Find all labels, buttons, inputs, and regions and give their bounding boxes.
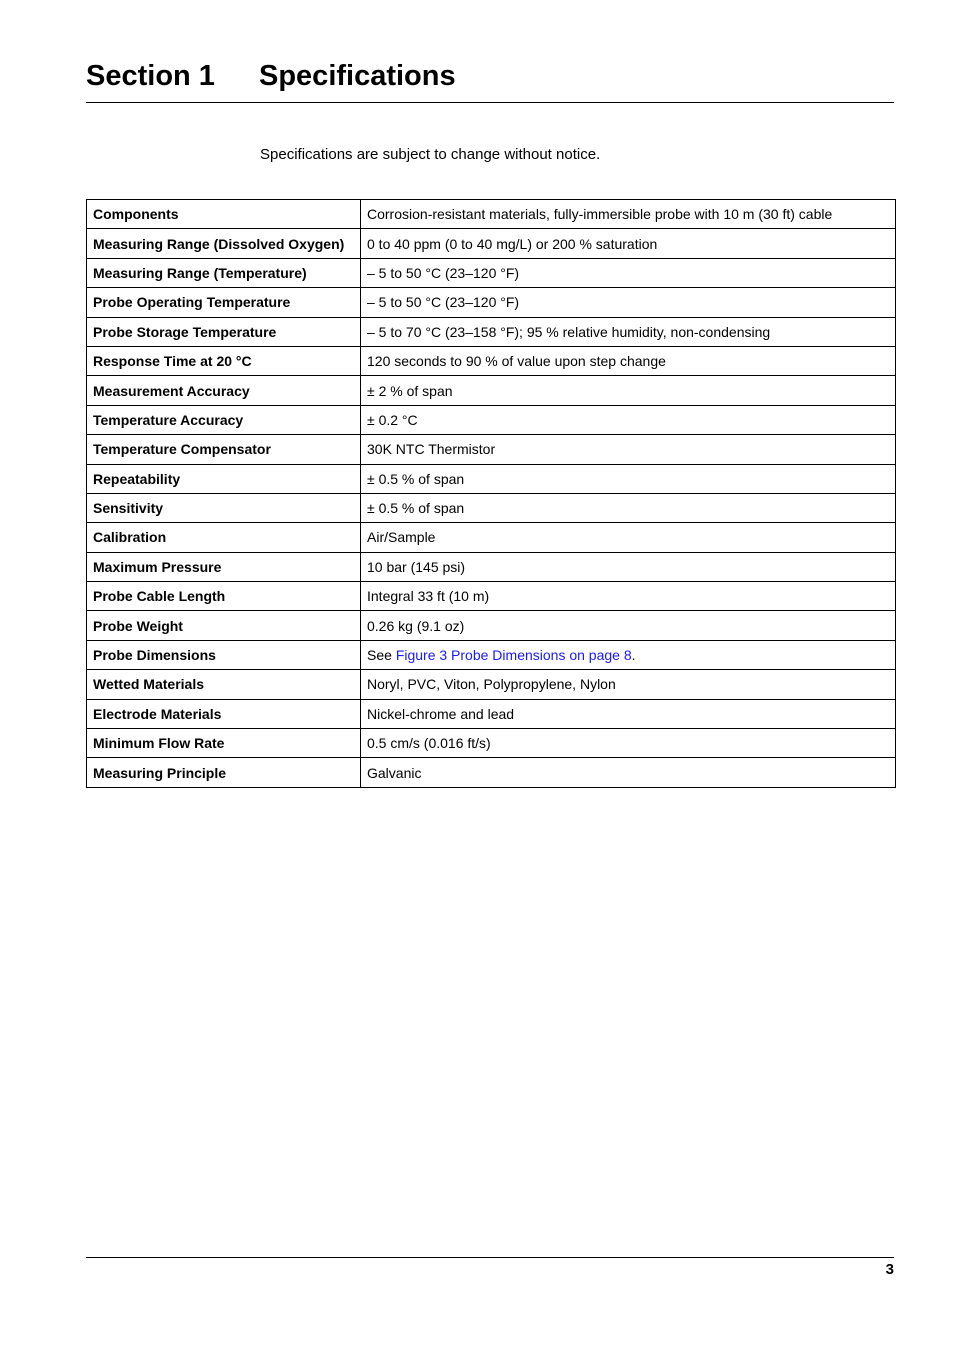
table-row	[87, 229, 896, 258]
table-row	[87, 523, 896, 552]
spec-label: Temperature Compensator	[87, 435, 361, 464]
spec-value: Noryl, PVC, Viton, Polypropylene, Nylon	[361, 670, 896, 699]
spec-value: Air/Sample	[361, 523, 896, 552]
spec-label: Measuring Principle	[87, 758, 361, 787]
spec-label: Probe Storage Temperature	[87, 317, 361, 346]
spec-label: Probe Cable Length	[87, 582, 361, 611]
spec-value: ± 0.5 % of span	[361, 493, 896, 522]
spec-value: – 5 to 50 °C (23–120 °F)	[361, 288, 896, 317]
spec-value: ± 0.5 % of span	[361, 464, 896, 493]
spec-label: Response Time at 20 °C	[87, 346, 361, 375]
table-row	[87, 552, 896, 581]
table-row	[87, 258, 896, 287]
table-row	[87, 346, 896, 375]
spec-value	[361, 640, 896, 669]
spec-value: 10 bar (145 psi)	[361, 552, 896, 581]
spec-label: Sensitivity	[87, 493, 361, 522]
spec-value: Integral 33 ft (10 m)	[361, 582, 896, 611]
spec-value: ± 0.2 °C	[361, 405, 896, 434]
spec-label: Measurement Accuracy	[87, 376, 361, 405]
spec-value: Nickel-chrome and lead	[361, 699, 896, 728]
table-row	[87, 435, 896, 464]
spec-value: 0.5 cm/s (0.016 ft/s)	[361, 729, 896, 758]
spec-label: Minimum Flow Rate	[87, 729, 361, 758]
page-number: 3	[885, 1261, 894, 1278]
spec-label: Measuring Range (Dissolved Oxygen)	[87, 229, 361, 258]
spec-label: Electrode Materials	[87, 699, 361, 728]
table-row	[87, 611, 896, 640]
spec-label: Probe Weight	[87, 611, 361, 640]
table-row	[87, 493, 896, 522]
table-row	[87, 288, 896, 317]
spec-label: Calibration	[87, 523, 361, 552]
spec-value: ± 2 % of span	[361, 376, 896, 405]
spec-value: Corrosion-resistant materials, fully-immersible probe with 10 m (30 ft) cable	[361, 200, 896, 229]
spec-label: Repeatability	[87, 464, 361, 493]
spec-label: Probe Dimensions	[87, 640, 361, 669]
table-row	[87, 582, 896, 611]
section-heading	[86, 58, 894, 103]
spec-label: Measuring Range (Temperature)	[87, 258, 361, 287]
table-row	[87, 640, 896, 669]
spec-value-prefix: See	[367, 647, 396, 664]
table-row	[87, 200, 896, 229]
spec-value: 0 to 40 ppm (0 to 40 mg/L) or 200 % saturation	[361, 229, 896, 258]
spec-value: 120 seconds to 90 % of value upon step change	[361, 346, 896, 375]
spec-label: Probe Operating Temperature	[87, 288, 361, 317]
intro-text: Specifications are subject to change without notice.	[260, 146, 601, 163]
spec-label: Temperature Accuracy	[87, 405, 361, 434]
section-number: Section 1	[86, 60, 215, 92]
table-row	[87, 405, 896, 434]
spec-label: Components	[87, 200, 361, 229]
specifications-table	[86, 199, 896, 788]
table-row	[87, 376, 896, 405]
footer-divider	[86, 1257, 894, 1258]
spec-label: Maximum Pressure	[87, 552, 361, 581]
table-row	[87, 758, 896, 787]
spec-label: Wetted Materials	[87, 670, 361, 699]
section-title: Specifications	[259, 60, 456, 92]
table-row	[87, 729, 896, 758]
spec-value: Galvanic	[361, 758, 896, 787]
spec-value: 30K NTC Thermistor	[361, 435, 896, 464]
spec-value: 0.26 kg (9.1 oz)	[361, 611, 896, 640]
table-row	[87, 317, 896, 346]
spec-value: – 5 to 50 °C (23–120 °F)	[361, 258, 896, 287]
table-row	[87, 670, 896, 699]
table-row	[87, 464, 896, 493]
spec-value-suffix: .	[631, 647, 636, 664]
figure-link[interactable]: Figure 3 Probe Dimensions on page 8	[395, 647, 632, 664]
table-row	[87, 699, 896, 728]
spec-value: – 5 to 70 °C (23–158 °F); 95 % relative humidity, non-condensing	[361, 317, 896, 346]
